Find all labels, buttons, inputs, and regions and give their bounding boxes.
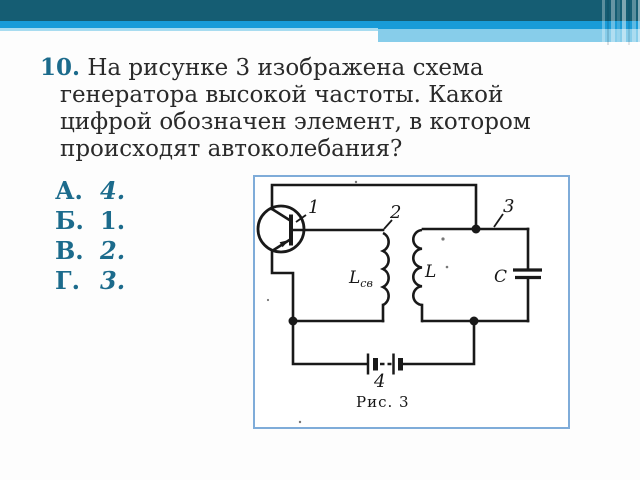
coupling-coil [383, 233, 389, 305]
answer-option-v [55, 236, 125, 266]
question-line: цифрой обозначен элемент, в котором [60, 109, 531, 135]
answer-letter: Г. [55, 266, 80, 295]
answer-value: 4. [100, 176, 126, 205]
header-edge-stripes [600, 0, 640, 45]
answer-value: 2. [100, 236, 126, 265]
label-battery-number: 4 [374, 371, 386, 392]
label-tank-wire-number: 3 [503, 196, 515, 217]
answer-letter: Б. [55, 206, 84, 235]
label-coupling-coil-number: 2 [390, 202, 402, 223]
answer-letter: А. [55, 176, 83, 205]
figure-caption-number: 3 [399, 393, 410, 411]
circuit-diagram [255, 177, 568, 427]
label-transistor-number: 1 [308, 197, 320, 218]
figure-caption-word: Рис. [356, 393, 394, 411]
label-inductor: L [425, 262, 437, 282]
junction-dot [289, 317, 298, 326]
question-line: генератора высокой частоты. Какой [60, 82, 504, 108]
question-line [40, 54, 585, 82]
header-bar-lightblue-left [0, 28, 378, 31]
label-capacitor: C [494, 267, 508, 287]
figure-box [253, 175, 570, 429]
answer-option-b [55, 206, 125, 236]
inductor-coil [413, 230, 422, 305]
answer-value: 3. [100, 266, 126, 295]
header-bar-teal [0, 0, 640, 21]
question-text: На рисунке 3 изображена схема [87, 55, 484, 81]
answer-option-a [55, 176, 125, 206]
question-number: 10. [40, 54, 81, 81]
answer-option-g [55, 266, 125, 296]
junction-dots [289, 225, 481, 326]
answer-letter: В. [55, 236, 84, 265]
junction-dot [472, 225, 481, 234]
answer-value: 1. [100, 206, 126, 235]
answer-list [55, 176, 125, 296]
junction-dot [470, 317, 479, 326]
question-block [40, 54, 585, 163]
capacitor-symbol [513, 270, 542, 278]
question-line: происходят автоколебания? [60, 136, 403, 162]
label-coupling-coil: $L_{св}$ [349, 268, 373, 290]
